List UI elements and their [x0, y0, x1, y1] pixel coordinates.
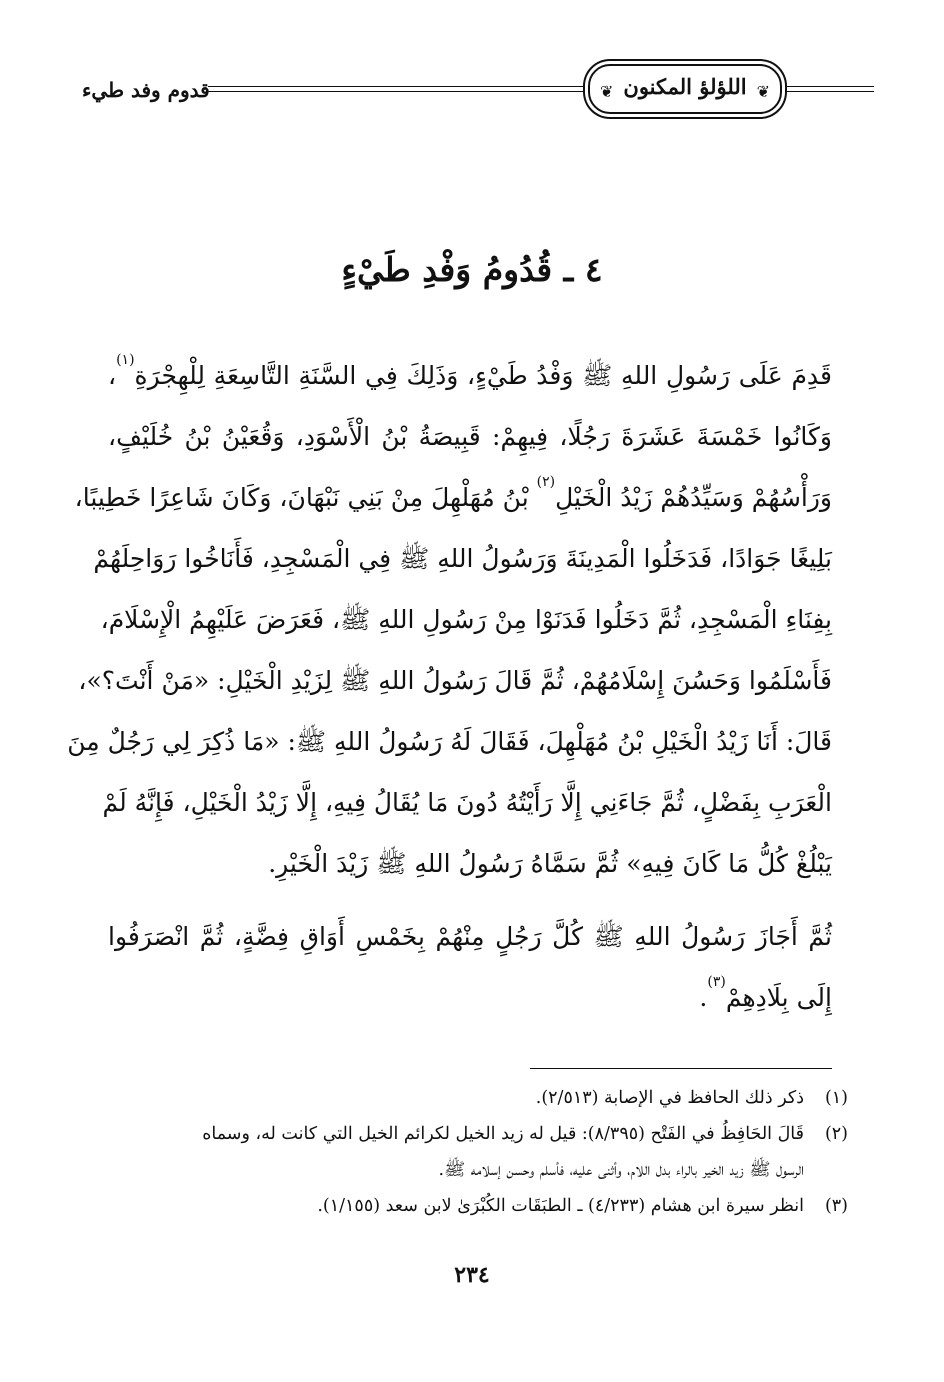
text-line: يَبْلُغْ كُلُّ مَا كَانَ فِيهِ» ثُمَّ سَمَّاهُ رَسُولُ اللهِ ﷺ زَيْدَ الْخَيْرِ. [268, 849, 832, 878]
running-header [70, 58, 876, 118]
ornament-icon: ❦ [756, 82, 770, 101]
footnote [108, 1116, 848, 1188]
footnote [108, 1080, 848, 1116]
text-line: فَأَسْلَمُوا وَحَسُنَ إِسْلَامُهُمْ، ثُمَّ قَالَ رَسُولُ اللهِ ﷺ لِزَيْدِ الْخَيْلِ: «مَنْ أَنْتَ؟»، [78, 666, 832, 695]
footnotes [108, 1080, 848, 1224]
header-section-title: قدوم وفد طيء [82, 78, 210, 102]
header-rule-left [208, 86, 586, 87]
text-line: قَالَ: أَنَا زَيْدُ الْخَيْلِ بْنُ مُهَلْهِلَ، فَقَالَ لَهُ رَسُولُ اللهِ ﷺ: «مَا ذُكِرَ لِي رَجُلٌ مِنَ [67, 727, 832, 756]
footnote [108, 1188, 848, 1224]
footnote-separator [530, 1068, 832, 1069]
text-line: بِفِنَاءِ الْمَسْجِدِ، ثُمَّ دَخَلُوا فَدَنَوْا مِنْ رَسُولِ اللهِ ﷺ، فَعَرَضَ عَلَيْهِمُ الْإِسْلَامَ، [100, 605, 832, 634]
text-line: وَرَأْسُهُمْ وَسَيِّدُهُمْ زَيْدُ الْخَيْلِ$^{(٢)}$ بْنُ مُهَلْهِلَ مِنْ بَنِي نَبْهَانَ، وَكَانَ شَاعِرًا خَطِيبًا، [74, 474, 832, 512]
header-rule-left-2 [208, 91, 586, 92]
text-line: قَدِمَ عَلَى رَسُولِ اللهِ ﷺ وَفْدُ طَيْءٍ، وَذَلِكَ فِي السَّنَةِ التَّاسِعَةِ لِلْهِجْرَةِ$^{(١)}$، [108, 352, 832, 390]
page-number: ٢٣٤ [454, 1262, 490, 1288]
header-book-title: اللؤلؤ المكنون [623, 74, 747, 99]
header-rule-right [786, 86, 874, 87]
ornament-icon: ❦ [600, 82, 614, 101]
footnote-number: (٢) [824, 1124, 848, 1144]
text-line: الْعَرَبِ بِفَضْلٍ، ثُمَّ جَاءَنِي إِلَّا رَأَيْتُهُ دُونَ مَا يُقَالُ فِيهِ، إِلَّا زَيْدُ الْخَيْلِ، فَإِنَّهُ لَمْ [102, 788, 832, 817]
footnote-text-continued: الرسول ﷺ زيد الخير بالراء بدل اللام، وأثنى عليه، فأسلم وحسن إسلامه ﷺ. [438, 1160, 804, 1180]
footnote-text: قَالَ الحَافِظُ في الفَتْح (٨/٣٩٥): قيل له زيد الخيل لكرائم الخيل التي كانت له، وسماه [202, 1124, 804, 1144]
text-line: ثُمَّ أَجَازَ رَسُولُ اللهِ ﷺ كُلَّ رَجُلٍ مِنْهُمْ بِخَمْسِ أَوَاقِ فِضَّةٍ، ثُمَّ انْصَرَفُوا [108, 922, 832, 951]
footnote-text: ذكر ذلك الحافظ في الإصابة (٢/٥١٣). [535, 1088, 804, 1108]
main-text [67, 345, 832, 1028]
header-rule-right-2 [786, 91, 874, 92]
footnote-ref: (٣) [707, 974, 726, 990]
footnote-text: انظر سيرة ابن هشام (٤/٢٣٣) ـ الطبَقَات الكُبْرَىٰ لابن سعد (١/١٥٥). [317, 1196, 804, 1216]
footnote-ref: (٢) [536, 474, 556, 490]
book-title-emblem [588, 64, 782, 114]
text-line: وَكَانُوا خَمْسَةَ عَشَرَةَ رَجُلًا، فِيهِمْ: قَبِيصَةُ بْنُ الْأَسْوَدِ، وَقُعَيْنُ بْنُ خُلَيْفٍ، [108, 422, 832, 451]
footnote-number: (٣) [824, 1196, 848, 1216]
text-line: بَلِيغًا جَوَادًا، فَدَخَلُوا الْمَدِينَةَ وَرَسُولُ اللهِ ﷺ فِي الْمَسْجِدِ، فَأَنَاخُوا رَوَاحِلَهُمْ [93, 544, 832, 573]
text-line: إِلَى بِلَادِهِمْ$^{(٣)}$. [699, 974, 832, 1012]
footnote-ref: (١) [116, 352, 135, 368]
footnote-number: (١) [824, 1088, 848, 1108]
chapter-title: ٤ ـ قُدُومُ وَفْدِ طَيْءٍ [341, 250, 603, 289]
